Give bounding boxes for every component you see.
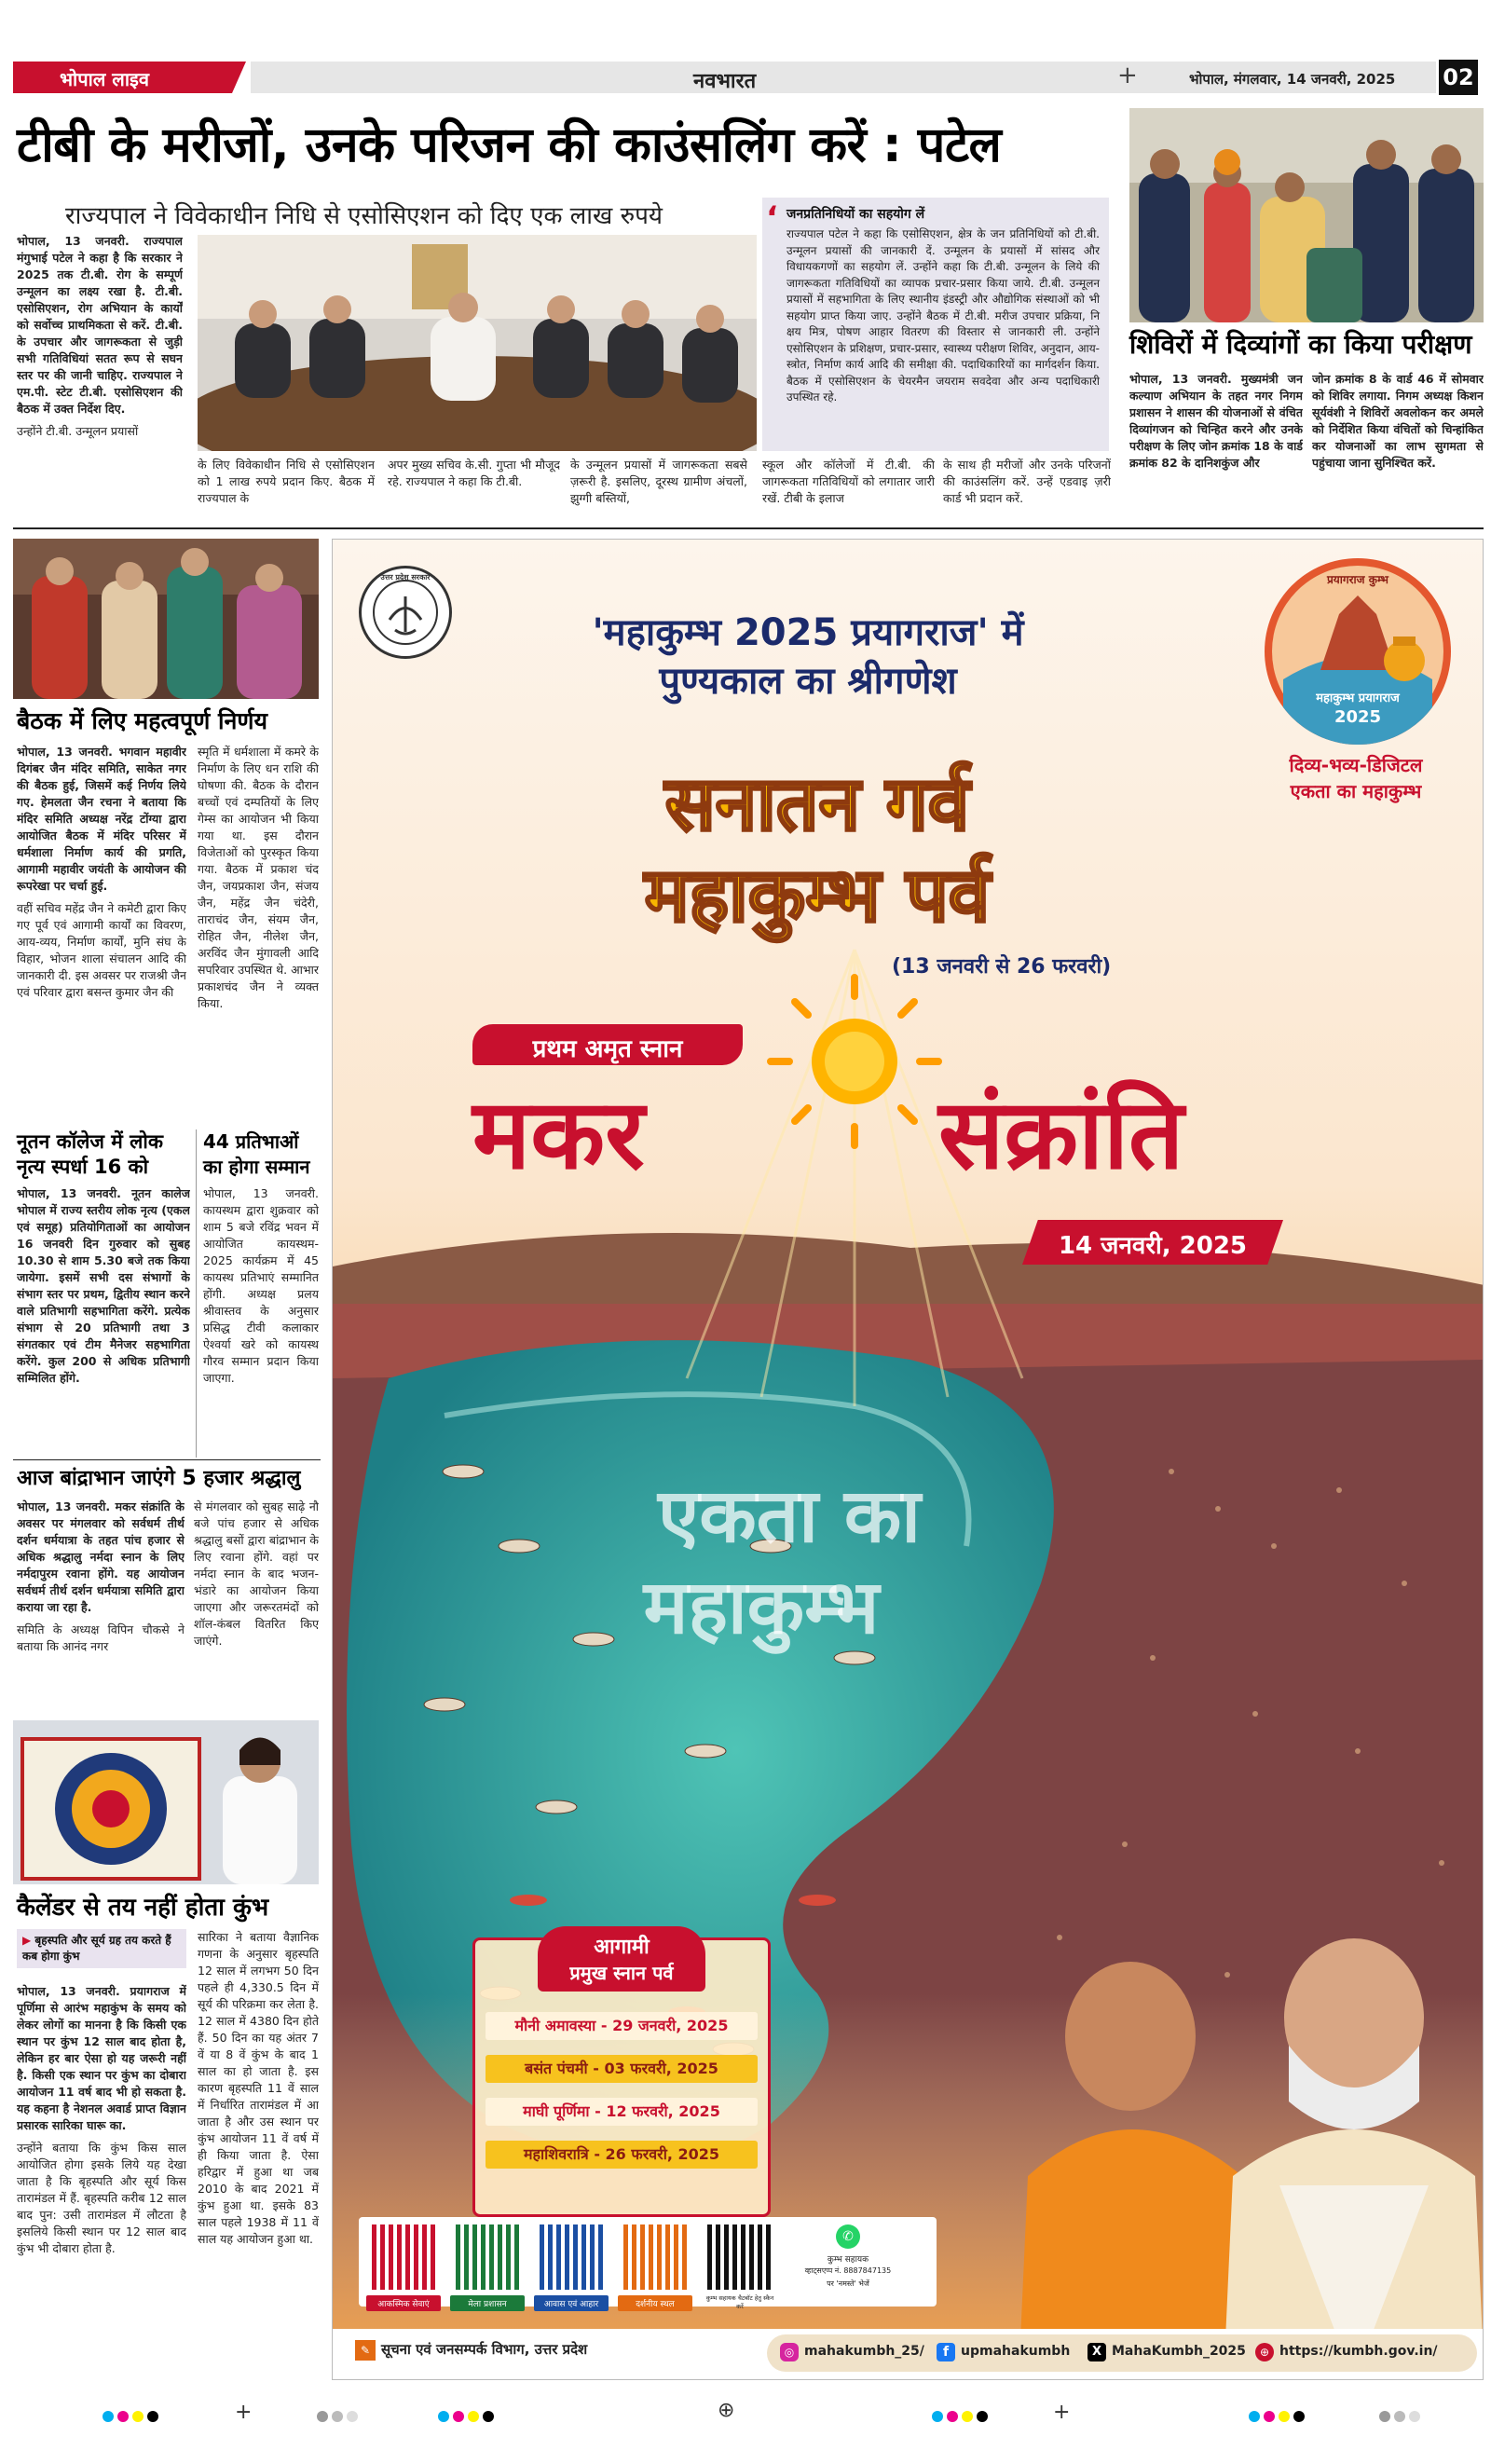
color-dots-5	[1249, 2408, 1308, 2426]
dept-label: सूचना एवं जनसम्पर्क विभाग, उत्तर प्रदेश	[381, 2341, 588, 2358]
instagram-icon: ◎	[780, 2343, 799, 2361]
lead-col4: के उन्मूलन प्रयासों में जागरूकता सबसे ज़रूरी है. इसलिए, दूरस्थ ग्रामीण अंचलों, झुग्गी बस्तियों,	[570, 458, 747, 505]
color-dots-3	[438, 2408, 498, 2426]
lead-col6: के साथ ही मरीजों और उनके परिजनों की काउंसलिंग करें. उन्हें एडवाइ ज़री कार्ड भी प्रदान करें.	[943, 458, 1111, 505]
bath-item: महाशिवरात्रि - 26 फरवरी, 2025	[486, 2141, 758, 2169]
lead-col5: स्कूल और कॉलेजों में टी.बी. की जागरूकता गतिविधियों को लगातार जारी रखें. टीबी के इलाज	[762, 458, 935, 505]
pilgrims-col2: से मंगलवार को सुबह साढ़े नौ बजे पांच हजार से अधिक श्रद्धालु बसों द्वारा बांद्राभान के लिए रवाना होंगे. वहां पर नर्मदा स्नान के बाद भजन-भंडारे का आयोजन किया जाएगा और जरूरतमंदों को शॉल-कंबल वितरित किए जाएंगे.	[194, 1499, 319, 1648]
social-website[interactable]: https://kumbh.gov.in/	[1279, 2344, 1438, 2359]
meeting-illustration	[198, 235, 757, 451]
social-instagram[interactable]: mahakumbh_25/	[804, 2344, 924, 2359]
kumbh-col2: सारिका ने बताया वैज्ञानिक गणना के अनुसार बृहस्पति 12 साल में लगभग 50 दिन पहले ही 4,330.5 दिन में सूर्य की परिक्रमा कर लेता है. 12 साल में 4380 दिन होते हैं. 50 दिन का यह अंतर 7 वें या 8 वें कुंभ के बाद 1 साल का हो जाता है. इस कारण बृहस्पति 11 वें साल में निर्धारित तारामंडल में आ जाता है और उस स्थान पर कुंभ आयोजन 11 वें वर्ष में ही किया जाता है. ऐसा हरिद्वार में हुआ था जब 2010 के बाद 2021 में कुंभ हुआ था. इसके 83 साल पहले 1938 में 11 वें साल यह आयोजन हुआ था.	[198, 1930, 319, 2246]
paper-name: नवभारत	[693, 70, 757, 93]
leaders-illustration	[1000, 1896, 1484, 2380]
qr-label: आकस्मिक सेवाएं	[366, 2295, 441, 2311]
color-dots-2	[317, 2408, 362, 2426]
upcoming-title-1: आगामी	[594, 1936, 650, 1959]
kicker-bullet-icon: ▶	[22, 1934, 35, 1947]
logo-tagline-1: दिव्य-भव्य-डिजिटल	[1289, 754, 1423, 776]
register-mark-icon: +	[235, 2401, 253, 2424]
whatsapp-icon: ✆	[836, 2224, 860, 2249]
logo-mid-text: महाकुम्भ प्रयागराज	[1316, 691, 1400, 705]
qr-label: दर्शनीय स्थल	[618, 2295, 692, 2311]
ekta-line2: महाकुम्भ	[643, 1564, 880, 1650]
whatsapp-hint: पर 'नमस्ते' भेजें	[827, 2279, 869, 2288]
bath-item: माघी पूर्णिमा - 12 फरवरी, 2025	[486, 2098, 758, 2126]
qr-label: मेला प्रशासन	[450, 2295, 525, 2311]
mid-divider	[13, 1459, 321, 1460]
web-icon: ⊕	[1255, 2343, 1274, 2361]
jain-illustration	[13, 539, 319, 699]
lead-box-text: राज्यपाल पटेल ने कहा कि एसोसिएशन, क्षेत्र के जन प्रतिनिधियों को टी.बी. उन्मूलन प्रयासों की जानकारी दें. उन्मूलन के प्रयासों में सांसद और विधायकगणों का सहयोग लें. उन्होंने कहा कि टी.बी. उन्मूलन के लिये की जागरूकता गतिविधियों का व्यापक प्रचार-प्रसार किया जाये. टी.बी. उन्मूलन प्रयासों में सहभागिता के लिए स्थानीय इंडस्ट्री और औद्योगिक संस्थाओं को भी सहयोग प्राप्त किया जाए. उन्होंने बैठक में टी.बी. मरीज उपचार प्रक्रिया, नि क्षय मित्र, पोषण आहार वितरण की विस्तार से जानकारी ली. उन्होंने एसोसिएशन के प्रशिक्षण, प्रचार-प्रसार, स्वास्थ्य परीक्षण शिविर, अनुदान, आय-स्त्रोत, निर्माण कार्य आदि की समीक्षा की. पदाधिकारियों का मार्गदर्शन किया. बैठक में एसोसिएशन के चेयरमैन जयराम सवदेवा और अन्य पदाधिकारी उपस्थित रहे.	[787, 227, 1100, 404]
jain-col1: भोपाल, 13 जनवरी. भगवान महावीर दिगंबर जैन मंदिर समिति, साकेत नगर की बैठक हुई, जिसमें कई निर्णय लिये गए. हेमलता जैन रचना ने बताया कि मंदिर समिति अध्यक्ष नरेंद्र टोंग्या द्वारा आयोजित बैठक में मंदिर परिसर में धर्मशाला निर्माण कार्य की प्रगति, आगामी महावीर जयंती के आयोजन की रूपरेखा पर चर्चा हुई. वहीं सचिव महेंद्र जैन ने कमेटी द्वारा किए गए पूर्व एवं आगामी कार्यों का विवरण, आय-व्यय, निर्माण कार्यों, मुनि संघ के विहार, भोजन शाला संचालन आदि की जानकारी दी. इस अवसर पर राजश्री जैन एवं परिवार द्वारा बसन्त कुमार जैन की	[17, 745, 186, 999]
ad-title-line2: पुण्यकाल का श्रीगणेश	[659, 660, 957, 703]
top-divider	[13, 527, 1484, 529]
color-dots-1	[103, 2408, 162, 2426]
quote-icon: ‘	[766, 199, 778, 237]
qr-bot-label: कुम्भ सहायक चैटबॉट हेतु स्कैन करें	[705, 2294, 774, 2310]
bath-item: बसंत पंचमी - 03 फरवरी, 2025	[486, 2055, 758, 2083]
lead-box-title: जनप्रतिनिधियों का सहयोग लें	[787, 207, 925, 222]
masthead	[13, 58, 1478, 99]
ad-big-line2: महाकुम्भ पर्व	[644, 852, 991, 938]
makar-date: 14 जनवरी, 2025	[1058, 1232, 1248, 1260]
lead-subhead: राज्यपाल ने विवेकाधीन निधि से एसोसिएशन को दिए एक लाख रुपये	[65, 202, 663, 230]
ekta-line1: एकता का	[657, 1472, 921, 1559]
talent-headline: 44 प्रतिभाओं का होगा सम्मान	[203, 1130, 310, 1178]
lead-col1: भोपाल, 13 जनवरी. राज्यपाल मंगुभाई पटेल ने कहा है कि सरकार ने 2025 तक टी.बी. रोग के सम्पूर्ण उन्मूलन का लक्ष्य रखा है. टी.बी. एसोसिएशन, रोग अभियान के कार्यों को सर्वोच्च प्राथमिकता से करें. टी.बी. के उपचार और जागरूकता से जुड़ी सभी गतिविधियां सतत रूप से सघन स्तर पर की जानी चाहिए. राज्यपाल ने एम.पी. स्टेट टी.बी. एसोसिएशन की बैठक में उक्त निर्देश दिए. उन्होंने टी.बी. उन्मूलन प्रयासों	[17, 234, 183, 438]
kumbh-kicker: ▶ बृहस्पति और सूर्य ग्रह तय करते हैं कब होगा कुंभ	[17, 1929, 186, 1968]
kumbh-headline: कैलेंडर से तय नहीं होता कुंभ	[17, 1894, 269, 1922]
ad-dates: (13 जनवरी से 26 फरवरी)	[892, 955, 1112, 979]
logo-tagline-2: एकता का महाकुम्भ	[1290, 780, 1422, 802]
mahakumbh-ad	[332, 539, 1484, 2380]
qr-code-icon	[536, 2221, 609, 2293]
qr-code-icon	[704, 2221, 776, 2293]
governor-meeting-photo	[198, 235, 757, 451]
print-color-bar	[0, 2399, 1491, 2436]
social-facebook[interactable]: upmahakumbh	[961, 2344, 1071, 2359]
register-mark-icon: +	[1053, 2401, 1071, 2424]
camp-col1: भोपाल, 13 जनवरी. मुख्यमंत्री जन कल्याण अभियान के तहत नगर निगम प्रशासन ने शासन की योजनाओं से वंचित दिव्यांगजन को चिन्हित करने और उनके परीक्षण के लिए जोन क्रमांक 18 के वार्ड क्रमांक 82 के दानिशकुंज और	[1129, 372, 1303, 470]
whatsapp-block[interactable]	[784, 2224, 933, 2303]
logo-year: 2025	[1334, 707, 1382, 727]
jain-col2: स्मृति में धर्मशाला में कमरे के निर्माण के लिए धन राशि की घोषणा की. बैठक के दौरान बच्चों एवं दम्पतियों के लिए गेम्स का आयोजन भी किया गया था. इस दौरान विजेताओं को पुरस्कृत किया गया. बैठक में प्रकाश चंद जैन, जयप्रकाश जैन, संजय जैन, महेंद्र जैन चंदेरी, ताराचंद जैन, संयम जैन, रोहित जैन, नीलेश जैन, अरविंद जैन मुंगावली आदि सपरिवार उपस्थित थे. आभार प्रकाशचंद जैन ने व्यक्त किया.	[198, 745, 319, 1010]
x-icon: X	[1087, 2343, 1106, 2361]
dance-talent-divider	[196, 1129, 197, 1458]
makar-right: संक्रांति	[938, 1077, 1184, 1191]
amrit-snan-label: प्रथम अमृत स्नान	[532, 1035, 683, 1063]
register-mark-icon: +	[1117, 62, 1138, 89]
qr-code-icon	[368, 2221, 441, 2293]
qr-label: आवास एवं आहार	[534, 2295, 609, 2311]
camp-headline: शिविरों में दिव्यांगों का किया परीक्षण	[1129, 329, 1472, 360]
pilgrims-col1: भोपाल, 13 जनवरी. मकर संक्रांति के अवसर पर मंगलवार को सर्वधर्म तीर्थ दर्शन धर्मयात्रा के तहत पांच हजार से अधिक श्रद्धालु नर्मदा स्नान के लिए नर्मदापुरम रवाना होंगे. यह आयोजन सर्वधर्म तीर्थ दर्शन धर्मयात्रा समिति द्वारा कराया जा रहा है. समिति के अध्यक्ष विपिन चौकसे ने बताया कि आनंद नगर	[17, 1499, 185, 1653]
section-label: भोपाल लाइव	[60, 68, 149, 90]
lead-info-box	[762, 198, 1109, 451]
mahakumbh-logo	[1265, 558, 1451, 745]
color-dots-6	[1379, 2408, 1424, 2426]
bath-list	[486, 2012, 758, 2198]
whatsapp-number: व्हाट्सएप्प नं. 8887847135	[804, 2266, 892, 2275]
dance-headline: नूतन कॉलेज में लोक नृत्य स्पर्धा 16 को	[17, 1130, 163, 1178]
camp-photo	[1129, 108, 1484, 322]
lead-col3: अपर मुख्य सचिव के.सी. गुप्ता भी मौजूद रहे. राज्यपाल ने कहा कि टी.बी.	[388, 458, 560, 488]
dance-text: भोपाल, 13 जनवरी. नूतन कालेज भोपाल में राज्य स्तरीय लोक नृत्य (एकल एवं समूह) प्रतियोगिताओं का आयोजन 16 जनवरी दिन गुरुवार को सुबह 10.30 से शाम 5.30 बजे तक किया जायेगा. इसमें सभी दस संभागों के संभाग स्तर पर प्रथम, द्वितीय स्थान करने वाले प्रतिभागी सहभागिता करेंगे. प्रत्येक संभाग से 20 प्रतिभागी तथा 3 संगतकार एवं टीम मैनेजर सहभागिता करेंगे. कुल 200 से अधिक प्रतिभागी सम्मिलित होंगे.	[17, 1186, 190, 1385]
jain-photo	[13, 539, 319, 699]
bath-item: मौनी अमावस्या - 29 जनवरी, 2025	[486, 2012, 758, 2040]
lead-col2: के लिए विवेकाधीन निधि से एसोसिएशन को 1 लाख रुपये प्रदान किए. बैठक में राज्यपाल के	[198, 458, 375, 505]
dept-icon: ✎	[355, 2340, 376, 2361]
pilgrims-headline: आज बांद्राभान जाएंगे 5 हजार श्रद्धालु	[17, 1467, 301, 1490]
whatsapp-title: कुम्भ सहायक	[827, 2255, 869, 2265]
lead-headline: टीबी के मरीजों, उनके परिजन की काउंसलिंग करें : पटेल	[17, 117, 1002, 173]
logo-top-text: प्रयागराज कुम्भ	[1326, 573, 1388, 586]
upcoming-title-2: प्रमुख स्नान पर्व	[569, 1962, 674, 1984]
kumbh-illustration	[13, 1720, 319, 1884]
ad-big-line1: सनातन गर्व	[664, 760, 970, 847]
jain-headline: बैठक में लिए महत्वपूर्ण निर्णय	[17, 707, 267, 734]
seal-text: उत्तर प्रदेश सरकार	[380, 573, 431, 582]
facebook-icon: f	[937, 2343, 955, 2361]
dateline: भोपाल, मंगलवार, 14 जनवरी, 2025	[1189, 71, 1396, 88]
kumbh-photo	[13, 1720, 319, 1884]
page-number: 02	[1439, 60, 1478, 95]
camp-col2: जोन क्रमांक 8 के वार्ड 46 में सोमवार को शिविर लगाया. निगम अध्यक्ष किशन सूर्यवंशी ने शिविरों अवलोकन कर अमले को निर्देशित किया वंचितों को चिन्हांकित कर योजनाओं का लाभ सुगमता से पहुंचाया जाना सुनिश्चित करें.	[1312, 372, 1484, 470]
kumbh-col1: भोपाल, 13 जनवरी. प्रयागराज में पूर्णिमा से आरंभ महाकुंभ के समय को लेकर लोगों का मानना है कि किसी एक स्थान पर कुंभ 12 साल बाद होता है, लेकिन हर बार ऐसा हो यह जरूरी नहीं है. किसी एक स्थान पर कुंभ का दोबारा आयोजन 11 वर्ष बाद भी हो सकता है. यह कहना है नेशनल अवार्ड प्राप्त विज्ञान प्रसारक सारिका घारू का. उन्होंने बताया कि कुंभ किस साल आयोजित होगा इसके लिये यह देखा जाता है कि बृहस्पति और सूर्य किस तारामंडल में हैं. बृहस्पति करीब 12 साल बाद पुन: उसी तारामंडल में लौटता है इसलिये किसी स्थान पर 12 साल बाद कुंभ भी दोबारा होता है.	[17, 1984, 186, 2255]
color-dots-4	[932, 2408, 992, 2426]
qr-code-icon	[452, 2221, 525, 2293]
ad-title-line1: 'महाकुम्भ 2025 प्रयागराज' में	[592, 611, 1024, 654]
upcoming-header	[538, 1926, 705, 1992]
qr-code-icon	[620, 2221, 692, 2293]
makar-left: मकर	[472, 1077, 645, 1191]
crosshair-icon: ⊕	[718, 2399, 735, 2422]
social-x[interactable]: MahaKumbh_2025	[1112, 2344, 1246, 2359]
talent-text: भोपाल, 13 जनवरी. कायस्थम द्वारा शुक्रवार को शाम 5 बजे रविंद्र भवन में आयोजित कायस्थम- 2025 कार्यक्रम में 45 कायस्थ प्रतिभाएं सम्मानित होंगी. अध्यक्ष प्रलय श्रीवास्तव के अनुसार प्रसिद्ध टीवी कलाकार ऐश्वर्या खरे को कायस्थ गौरव सम्मान प्रदान किया जाएगा.	[203, 1186, 319, 1385]
camp-illustration	[1129, 108, 1484, 322]
